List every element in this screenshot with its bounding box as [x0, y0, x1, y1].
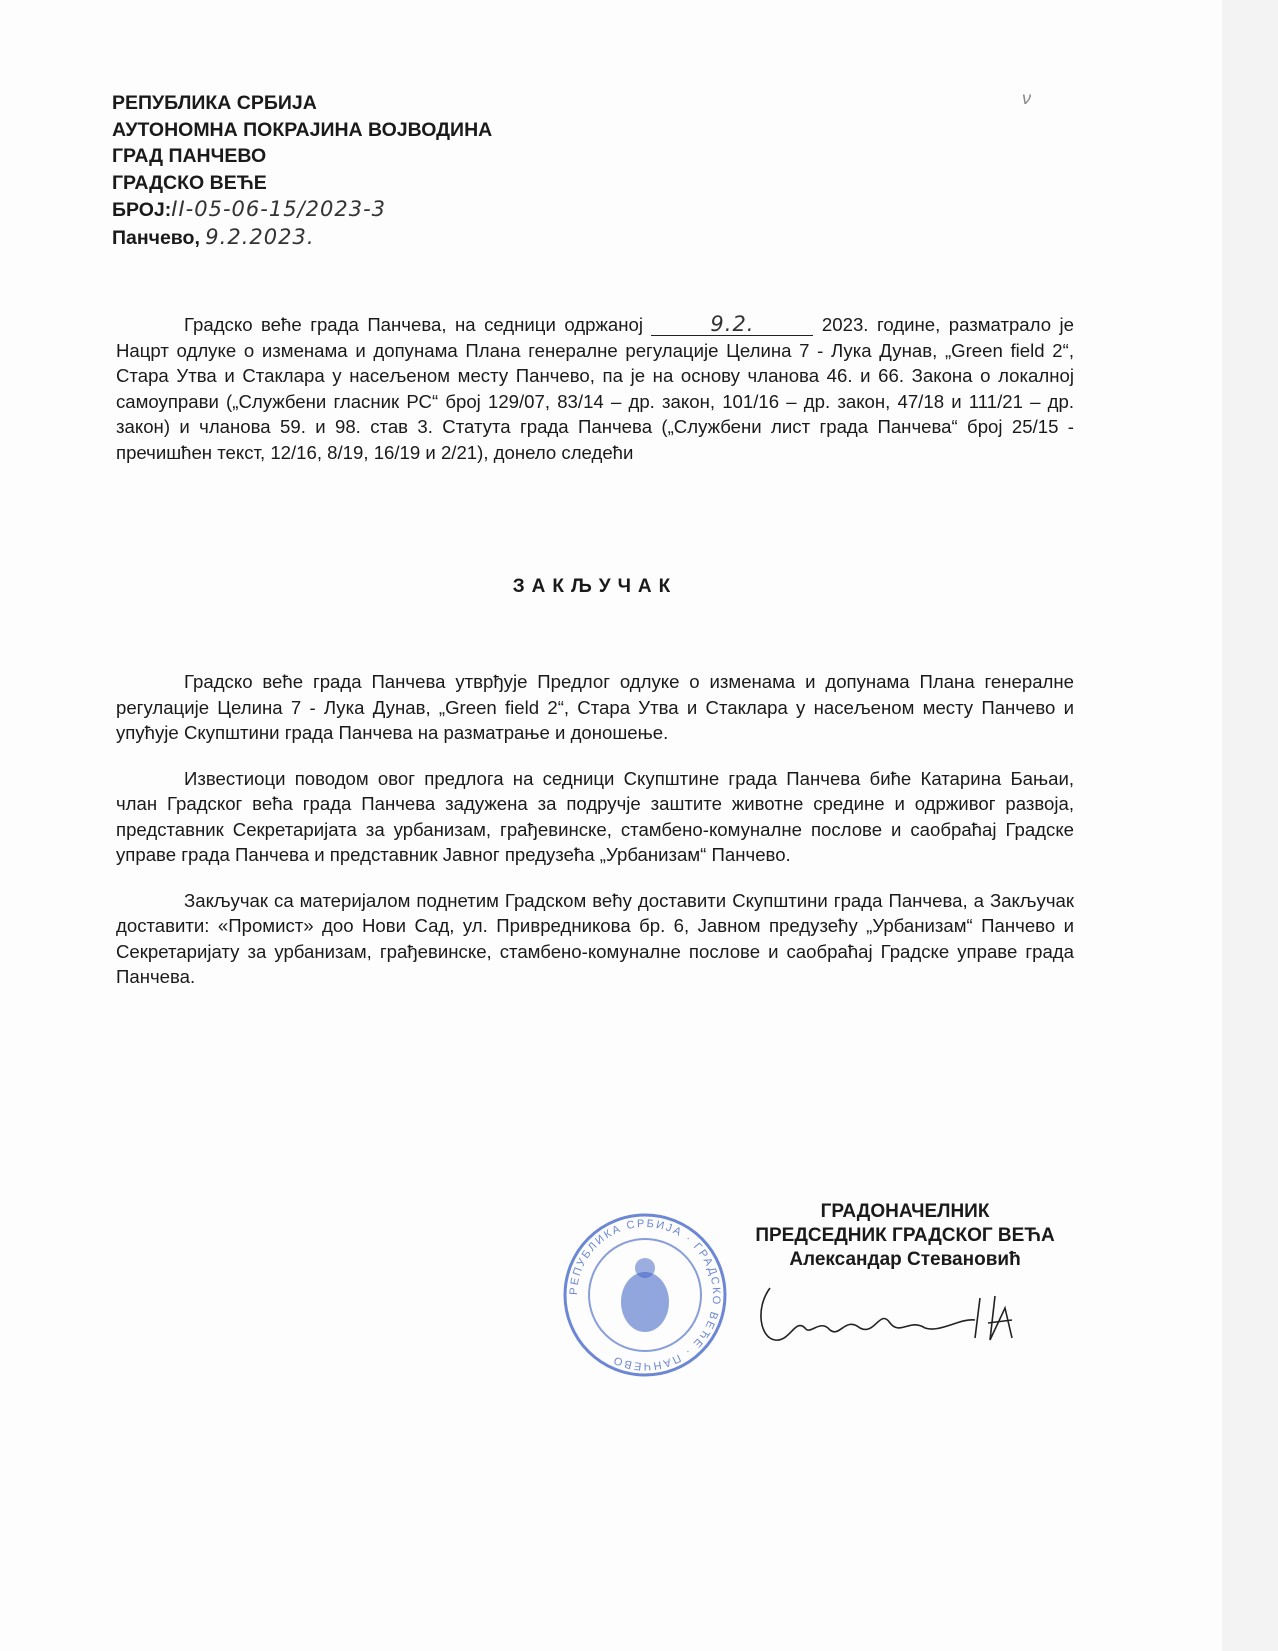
intro-paragraph — [116, 312, 1074, 465]
signatory-name: Александар Стевановић — [789, 1249, 1021, 1270]
conclusion-paragraph-2 — [116, 766, 1074, 868]
conclusion-paragraph-1 — [116, 669, 1074, 746]
header-council: ГРАДСКО ВЕЋЕ — [112, 171, 267, 194]
scan-edge — [1222, 0, 1278, 1651]
header-city: ГРАД ПАНЧЕВО — [112, 145, 267, 167]
letterhead — [112, 90, 492, 251]
handwritten-number: II-05-06-15/2023-3 — [171, 197, 387, 221]
intro-text-end: 2023. године, разматрало је Нацрт одлуке о изменама и допунама Плана генералне регулације Целина 7 - Лука Дунав, „Green field 2“, Стара Утва и Стаклара у насељеном месту Панчево, па је на основу чланова 46. и 66. Закона о локалној самоуправи („Службени гласник РС“ број 129/07, 83/14 – др. закон, 101/16 – др. закон, 47/18 и 111/21 – др. закон) и чланова 59. и 98. став 3. Статута града Панчева („Службени лист града Панчева“ број 25/15 - пречишћен текст, 12/16, 8/19, 16/19 и 2/21), донело следећи — [116, 314, 1075, 463]
official-seal-stamp — [560, 1210, 730, 1380]
signature-block — [745, 1200, 1065, 1272]
header-province: АУТОНОМНА ПОКРАЈИНА ВОЈВОДИНА — [112, 118, 493, 141]
place-label: Панчево, — [112, 226, 200, 249]
document-title: ЗАКЉУЧАК — [512, 576, 678, 597]
paragraph-text: Известиоци поводом овог предлога на седници Скупштине града Панчева биће Катарина Бањаи, члан Градског већа града Панчева задужена за подручје заштите животне средине и одрживог развоја, представник Секретаријата за урбанизам, грађевинске, стамбено-комуналне послове и саобраћај Градске управе града Панчева и представник Јавног предузећа „Урбанизам“ Панчево. — [116, 767, 1074, 865]
intro-text-start: Градско веће града Панчева, на седници одржаној — [184, 314, 652, 335]
handwritten-signature — [750, 1278, 1050, 1348]
paragraph-text: Градско веће града Панчева утврђује Предлог одлуке о изменама и допунама Плана генералне регулације Целина 7 - Лука Дунав, „Green field 2“, Стара Утва и Стаклара у насељеном месту Панчево и упућује Скупштини града Панчева на разматрање и доношење. — [116, 671, 1074, 743]
check-mark-icon: ν — [1022, 88, 1031, 108]
signatory-title-president: ПРЕДСЕДНИК ГРАДСКОГ ВЕЋА — [755, 1225, 1055, 1246]
header-date — [112, 224, 492, 252]
signatory-title-mayor: ГРАДОНАЧЕЛНИК — [820, 1201, 990, 1222]
header-republic: РЕПУБЛИКА СРБИЈА — [112, 92, 317, 114]
header-number — [112, 196, 492, 224]
paragraph-text: Закључак са материјалом поднетим Градском већу доставити Скупштини града Панчева, а Закључак доставити: «Промист» доо Нови Сад, ул. Привредникова бр. 6, Јавном предузећу „Урбанизам“ Панчево и Секретаријату за урбанизам, грађевинске, стамбено-комуналне послове и саобраћај Градске управе града Панчева. — [116, 889, 1074, 987]
handwritten-date: 9.2.2023. — [205, 224, 315, 249]
number-label: БРОЈ: — [112, 199, 172, 221]
session-date-blank: 9.2. — [651, 313, 813, 336]
conclusion-paragraph-3 — [116, 888, 1074, 990]
svg-text:РЕПУБЛИКА СРБИЈА · ГРАДСКО ВЕЋ: РЕПУБЛИКА СРБИЈА · ГРАДСКО ВЕЋЕ · ПАНЧЕВО — [567, 1217, 723, 1373]
document-body — [116, 312, 1074, 1010]
